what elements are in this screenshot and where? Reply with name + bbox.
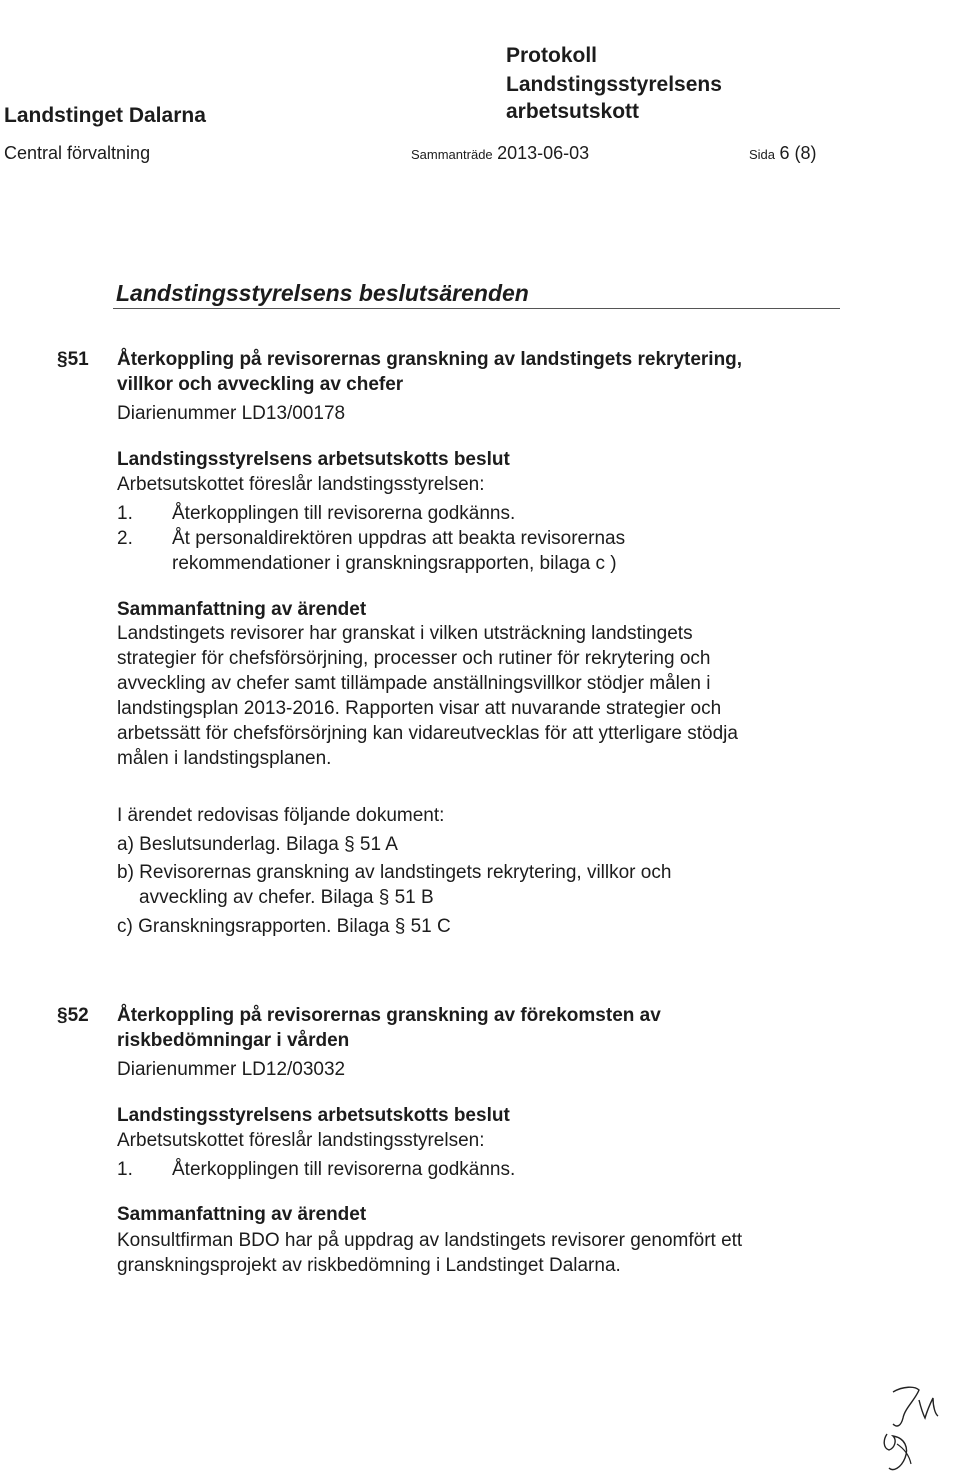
item-51-title-line2: villkor och avveckling av chefer [117,374,404,395]
page-value: 6 (8) [779,143,817,163]
board-name-line2: arbetsutskott [506,100,640,123]
item-51-decision-2-number: 2. [117,528,133,549]
item-51-document-a: a) Beslutsunderlag. Bilaga § 51 A [117,834,398,855]
page-label: Sida [749,147,776,162]
item-51-document-b-line1: b) Revisorernas granskning av landstingets rekrytering, villkor och [117,862,672,883]
meeting-label: Sammanträde [411,147,493,162]
item-51-decision-1-text: Återkopplingen till revisorerna godkänns. [172,503,516,524]
item-52-number: §52 [57,1005,89,1026]
meeting-info [411,143,589,164]
item-52-decision-1-text: Återkopplingen till revisorerna godkänns. [172,1159,516,1180]
item-52-summary-line: Konsultfirman BDO har på uppdrag av landstingets revisorer genomfört ett [117,1230,743,1251]
item-51-summary-line: landstingsplan 2013-2016. Rapporten visar att nuvarande strategier och [117,698,722,719]
item-51-decision-heading: Landstingsstyrelsens arbetsutskotts beslut [117,449,510,470]
item-51-decision-2-line2: rekommendationer i granskningsrapporten, bilaga c ) [172,553,617,574]
item-51-summary-line: strategier för chefsförsörjning, processer och rutiner för rekrytering och [117,648,711,669]
item-51-document-c: c) Granskningsrapporten. Bilaga § 51 C [117,916,451,937]
item-51-summary-line: målen i landstingsplanen. [117,748,332,769]
department-name: Central förvaltning [4,143,151,163]
item-51-decision-2-line1: Åt personaldirektören uppdras att beakta revisorernas [172,528,626,549]
section-heading: Landstingsstyrelsens beslutsärenden [116,280,529,306]
item-51-document-b-line2: avveckling av chefer. Bilaga § 51 B [139,887,434,908]
item-52-summary-heading: Sammanfattning av ärendet [117,1204,367,1225]
item-51-decision-1-number: 1. [117,503,133,524]
item-51-summary-line: Landstingets revisorer har granskat i vilken utsträckning landstingets [117,623,693,644]
item-51-documents-intro: I ärendet redovisas följande dokument: [117,805,445,826]
item-52-decision-intro: Arbetsutskottet föreslår landstingsstyrelsen: [117,1130,485,1151]
item-51-number: §51 [57,349,89,370]
page-indicator [749,143,817,164]
item-52-diarienummer: Diarienummer LD12/03032 [117,1059,346,1080]
item-51-summary-line: arbetssätt för chefsförsörjning kan vidareutvecklas för att ytterligare stödja [117,723,738,744]
item-52-title-line2: riskbedömningar i vården [117,1030,350,1051]
section-divider [113,308,840,309]
item-51-title-line1: Återkoppling på revisorernas granskning av landstingets rekrytering, [117,349,743,370]
item-51-diarienummer: Diarienummer LD13/00178 [117,403,346,424]
organization-name: Landstinget Dalarna [4,104,206,127]
item-52-title-line1: Återkoppling på revisorernas granskning av förekomsten av [117,1005,661,1026]
document-type: Protokoll [506,44,598,67]
meeting-date: 2013-06-03 [497,143,590,163]
item-51-summary-heading: Sammanfattning av ärendet [117,599,367,620]
item-52-decision-heading: Landstingsstyrelsens arbetsutskotts beslut [117,1105,510,1126]
item-52-decision-1-number: 1. [117,1159,133,1180]
item-52-summary-line: granskningsprojekt av riskbedömning i Landstinget Dalarna. [117,1255,621,1276]
board-name-line1: Landstingsstyrelsens [506,73,722,96]
item-51-summary-line: avveckling av chefer samt tillämpade anställningsvillkor stödjer målen i [117,673,711,694]
item-51-decision-intro: Arbetsutskottet föreslår landstingsstyrelsen: [117,474,485,495]
handwritten-initials [875,1378,945,1478]
